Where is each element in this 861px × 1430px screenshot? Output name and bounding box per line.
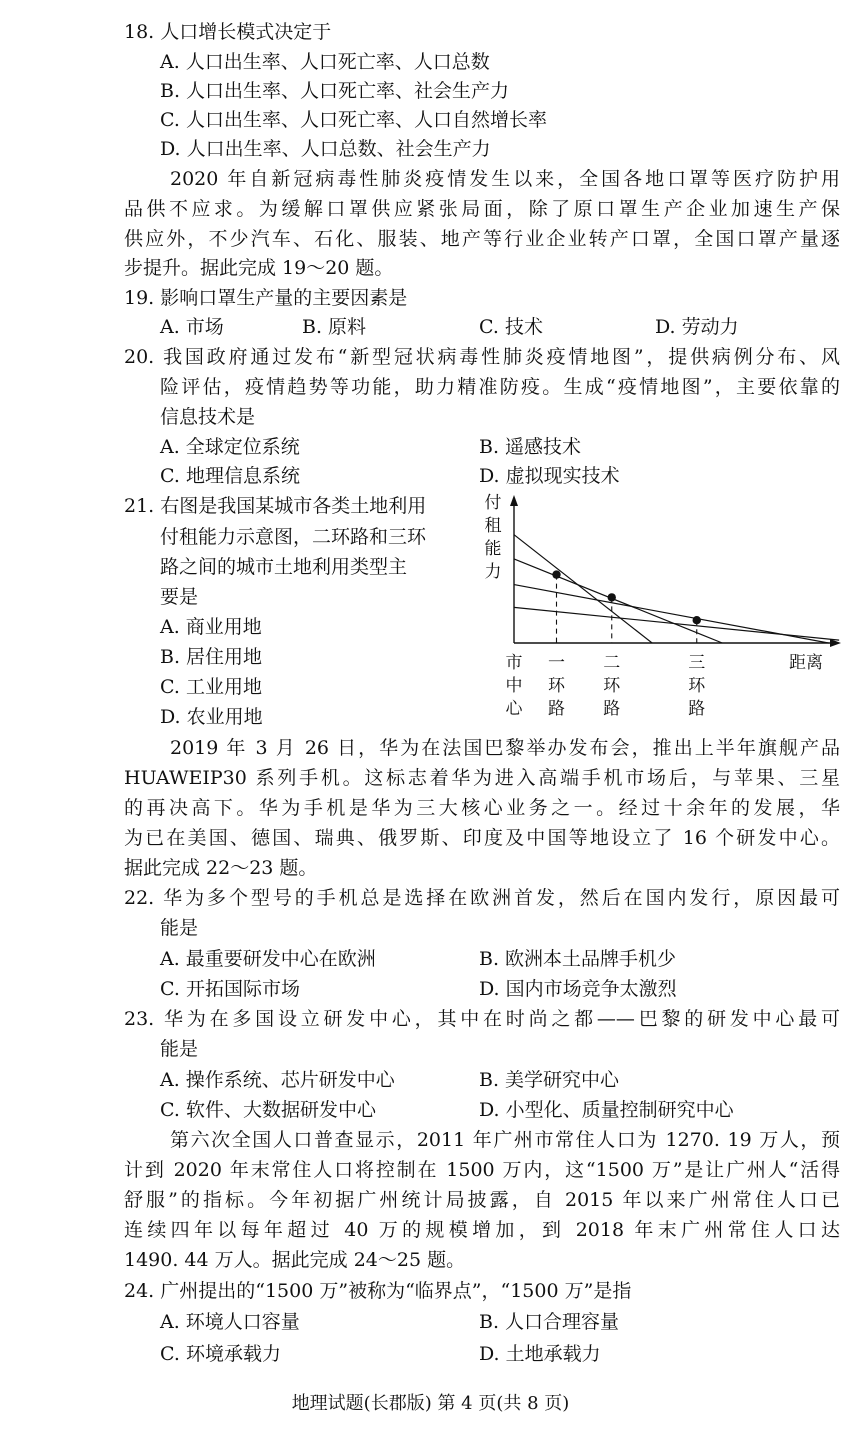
page-footer: 地理试题(长郡版) 第 4 页(共 8 页)	[291, 1393, 570, 1414]
material-24-line-1: 第六次全国人口普查显示，2011 年广州市常住人口为 1270. 19 万人，预	[170, 1129, 840, 1151]
origin-label: 市中心	[505, 653, 523, 719]
q21-line-4: 要是	[160, 586, 199, 608]
q20-options-row-1	[160, 435, 850, 459]
material-22-line-3: 的再决高下。华为手机是华为三大核心业务之一。经过十余年的发展，华	[124, 797, 840, 819]
q23-options-row-2	[160, 1098, 850, 1122]
q21-option-d: D. 农业用地	[160, 706, 263, 728]
q20-line-3: 信息技术是	[160, 406, 256, 428]
x-axis-label: 距离	[789, 653, 823, 673]
x-tick-label-2: 二环路	[603, 653, 621, 719]
q21-option-c: C. 工业用地	[160, 676, 262, 698]
material-24-line-4: 连续四年以每年超过 40 万的规模增加，到 2018 年末广州常住人口达	[124, 1219, 840, 1241]
rent-curve-2	[514, 559, 722, 643]
q19-option-d: D. 劳动力	[655, 316, 739, 338]
q22-line-2: 能是	[160, 917, 199, 939]
material-24-line-5: 1490. 44 万人。据此完成 24～25 题。	[124, 1249, 466, 1271]
material-19-line-3: 供应外，不少汽车、石化、服装、地产等行业企业转产口罩，全国口罩产量逐	[124, 228, 840, 250]
q23-option-a: A. 操作系统、芯片研发中心	[160, 1069, 395, 1091]
q22-line-1: 22. 华为多个型号的手机总是选择在欧洲首发，然后在国内发行，原因最可	[124, 887, 840, 909]
q21-line-1: 21. 右图是我国某城市各类土地利用	[124, 495, 427, 517]
material-22-line-5: 据此完成 22～23 题。	[124, 857, 318, 879]
intersection-point-3	[693, 616, 701, 624]
q18-option-d: D. 人口出生率、人口总数、社会生产力	[160, 138, 491, 160]
q20-option-b: B. 遥感技术	[479, 436, 582, 458]
material-19-line-2: 品供不应求。为缓解口罩供应紧张局面，除了原口罩生产企业加速生产保	[124, 198, 840, 220]
y-axis-label: 付租能力	[484, 493, 502, 582]
q19-option-a: A. 市场	[160, 316, 224, 338]
material-22-line-1: 2019 年 3 月 26 日，华为在法国巴黎举办发布会，推出上半年旗舰产品	[170, 737, 840, 759]
q24-options-row-1	[160, 1310, 850, 1334]
q20-option-c: C. 地理信息系统	[160, 465, 300, 487]
q20-option-d: D. 虚拟现实技术	[479, 465, 620, 487]
x-tick-label-1: 一环路	[548, 653, 565, 719]
q21-line-3: 路之间的城市土地利用类型主	[160, 556, 408, 578]
q24-option-a: A. 环境人口容量	[160, 1311, 300, 1333]
q22-options-row-2	[160, 977, 850, 1001]
q18-stem: 18. 人口增长模式决定于	[124, 21, 332, 43]
q19-stem: 19. 影响口罩生产量的主要因素是	[124, 287, 408, 309]
q22-option-a: A. 最重要研发中心在欧洲	[160, 948, 376, 970]
q20-line-2: 险评估，疫情趋势等功能，助力精准防疫。生成“疫情地图”，主要依靠的	[160, 376, 840, 398]
q19-option-b: B. 原料	[302, 316, 367, 338]
q24-stem: 24. 广州提出的“1500 万”被称为“临界点”，“1500 万”是指	[124, 1280, 632, 1302]
material-22-line-2: HUAWEIP30 系列手机。这标志着华为进入高端手机市场后，与苹果、三星	[124, 767, 840, 789]
material-22-line-4: 为已在美国、德国、瑞典、俄罗斯、印度及中国等地设立了 16 个研发中心。	[124, 827, 840, 849]
q18-option-a: A. 人口出生率、人口死亡率、人口总数	[160, 51, 490, 73]
q24-option-d: D. 土地承载力	[479, 1343, 601, 1365]
q24-option-c: C. 环境承载力	[160, 1343, 281, 1365]
material-19-line-1: 2020 年自新冠病毒性肺炎疫情发生以来，全国各地口罩等医疗防护用	[170, 168, 840, 190]
q20-line-1: 20. 我国政府通过发布“新型冠状病毒性肺炎疫情地图”，提供病例分布、风	[124, 346, 840, 368]
q23-option-c: C. 软件、大数据研发中心	[160, 1099, 376, 1121]
intersection-point-1	[552, 570, 560, 578]
material-24-line-2: 计到 2020 年末常住人口将控制在 1500 万内，这“1500 万”是让广州人“活得	[124, 1159, 840, 1181]
y-axis-arrow	[510, 495, 518, 506]
q19-options	[160, 315, 850, 339]
material-19-line-4: 步提升。据此完成 19～20 题。	[124, 257, 394, 279]
q20-options-row-2	[160, 464, 850, 488]
q18-option-b: B. 人口出生率、人口死亡率、社会生产力	[160, 80, 510, 102]
q23-option-b: B. 美学研究中心	[479, 1069, 620, 1091]
q23-line-1: 23. 华为在多国设立研发中心，其中在时尚之都——巴黎的研发中心最可	[124, 1008, 840, 1030]
q23-line-2: 能是	[160, 1038, 199, 1060]
rent-curve-4	[514, 607, 839, 640]
q21-option-b: B. 居住用地	[160, 646, 263, 668]
rent-paying-ability-chart	[480, 490, 850, 720]
q23-option-d: D. 小型化、质量控制研究中心	[479, 1099, 734, 1121]
q19-option-c: C. 技术	[479, 316, 543, 338]
x-tick-label-3: 三环路	[688, 653, 706, 719]
q22-options-row-1	[160, 947, 850, 971]
q24-options-row-2	[160, 1342, 850, 1366]
material-24-line-3: 舒服”的指标。今年初据广州统计局披露，自 2015 年以来广州常住人口已	[124, 1189, 840, 1211]
q22-option-b: B. 欧洲本土品牌手机少	[479, 948, 677, 970]
intersection-point-2	[608, 593, 616, 601]
q20-option-a: A. 全球定位系统	[160, 436, 300, 458]
q23-options-row-1	[160, 1068, 850, 1092]
q21-line-2: 付租能力示意图，二环路和三环	[160, 526, 427, 548]
q18-option-c: C. 人口出生率、人口死亡率、人口自然增长率	[160, 109, 547, 131]
q22-option-c: C. 开拓国际市场	[160, 978, 300, 1000]
q24-option-b: B. 人口合理容量	[479, 1311, 620, 1333]
q21-option-a: A. 商业用地	[160, 616, 262, 638]
q22-option-d: D. 国内市场竞争太激烈	[479, 978, 677, 1000]
